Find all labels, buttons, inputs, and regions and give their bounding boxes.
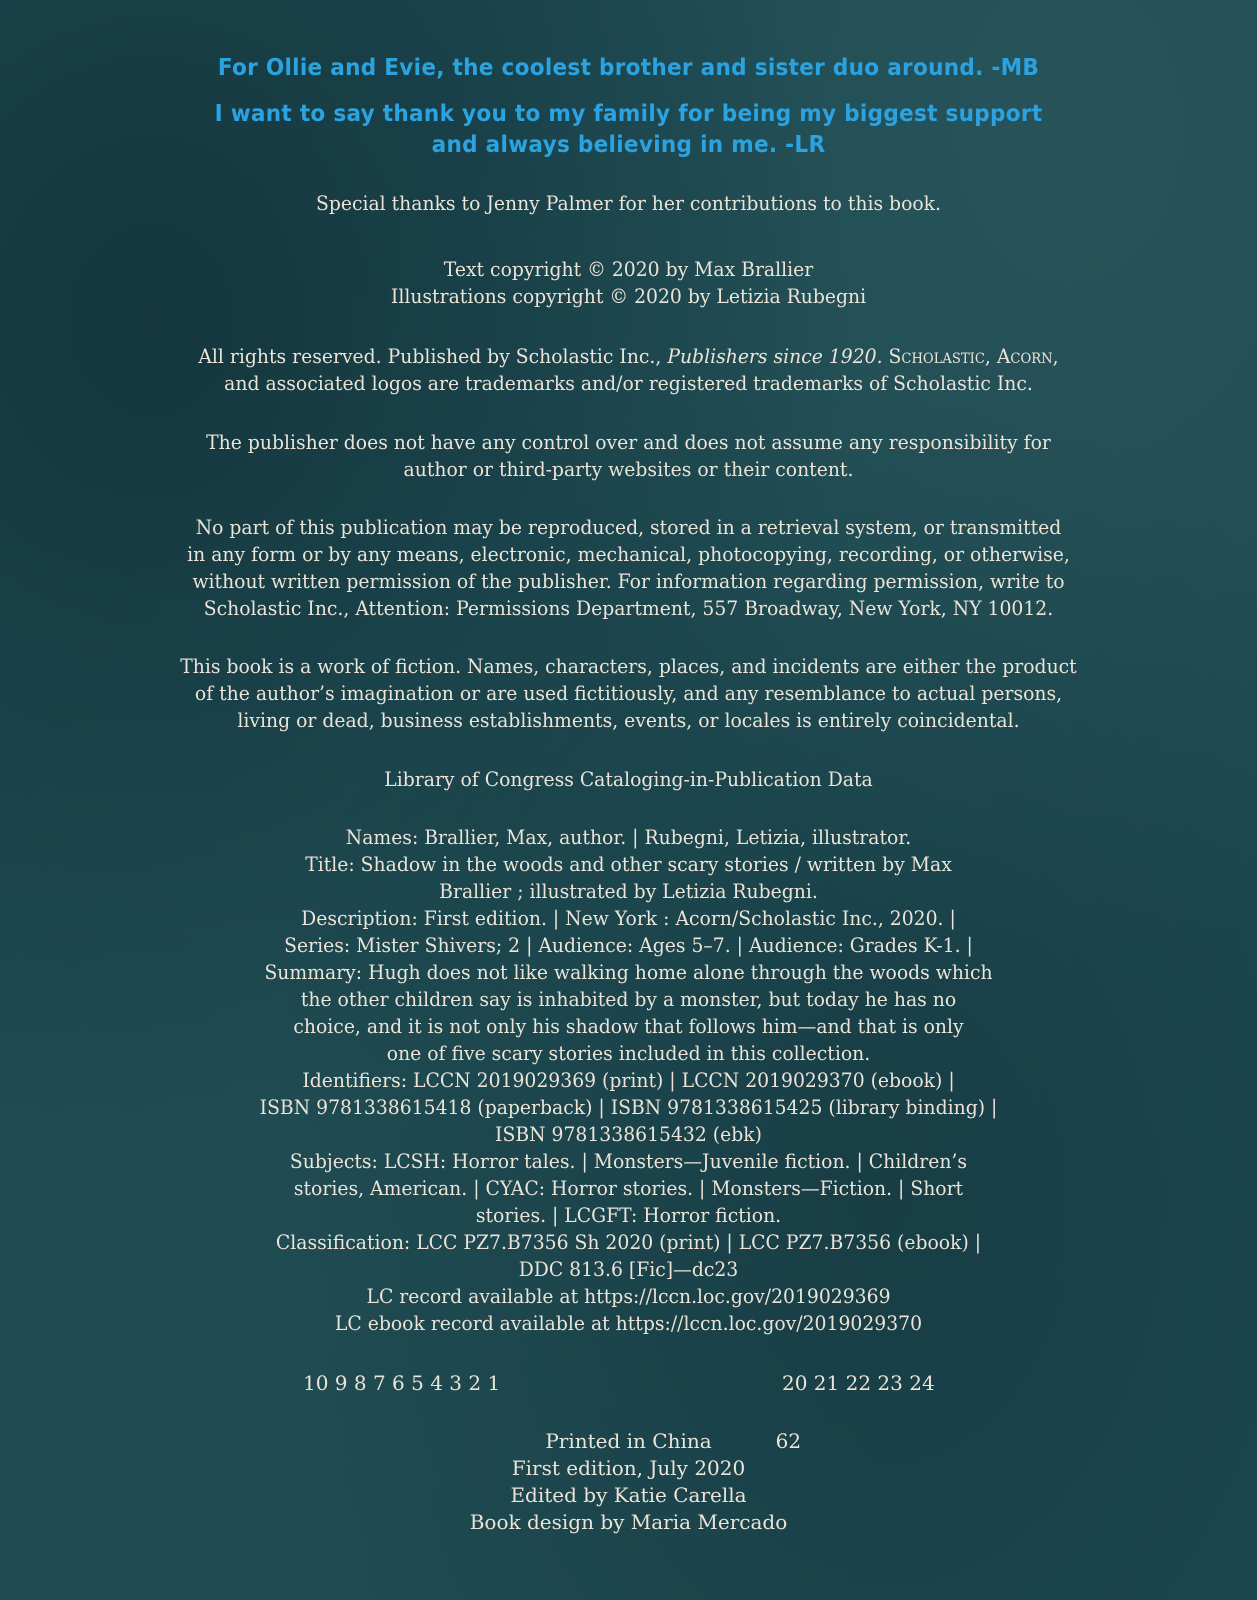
dedication-line: and always believing in me. -LR <box>431 132 826 158</box>
colophon <box>0 1428 1257 1536</box>
cip-line: stories, American. | CYAC: Horror stories. | Monsters—Fiction. | Short <box>293 1176 964 1200</box>
dedication-author <box>0 53 1257 84</box>
disclaimer-line: of the author’s imagination or are used fictitiously, and any resemblance to actual persons, <box>194 681 1063 705</box>
thanks-line: Special thanks to Jenny Palmer for her contributions to this book. <box>315 191 942 215</box>
cip-line: Series: Mister Shivers; 2 | Audience: Ages 5–7. | Audience: Grades K-1. | <box>284 933 973 957</box>
cip-line: one of five scary stories included in this collection. <box>386 1041 871 1065</box>
cip-line: Brallier ; illustrated by Letizia Rubegni. <box>439 879 818 903</box>
dedication-line: For Ollie and Evie, the coolest brother and sister duo around. -MB <box>217 55 1040 81</box>
notice-line: Scholastic Inc., Attention: Permissions Department, 557 Broadway, New York, NY 10012. <box>203 596 1054 620</box>
notice-line: author or third-party websites or their content. <box>403 457 854 481</box>
cip-line: Identifiers: LCCN 2019029369 (print) | LCCN 2019029370 (ebook) | <box>302 1068 955 1092</box>
disclaimer-line: This book is a work of fiction. Names, characters, places, and incidents are either the product <box>180 654 1077 678</box>
design-credit: Book design by Maria Mercado <box>469 1510 788 1534</box>
rights-line <box>39 343 1219 370</box>
trademark-names: Scholastic, Acorn, <box>882 344 1059 368</box>
printed-in-wrap <box>545 1428 802 1455</box>
printing-numbers: 10 9 8 7 6 5 4 3 2 1 <box>303 1371 501 1395</box>
rights-text: All rights reserved. Published by Scholastic Inc., <box>198 344 668 368</box>
edition: First edition, July 2020 <box>511 1456 746 1480</box>
copyright-line: Text copyright © 2020 by Max Brallier <box>443 257 814 281</box>
printer-code: 62 <box>775 1429 802 1453</box>
rights-reserved <box>0 343 1257 397</box>
copyright-notice <box>0 256 1257 310</box>
publisher-notice <box>0 429 1257 483</box>
cip-line: Classification: LCC PZ7.B7356 Sh 2020 (print) | LCC PZ7.B7356 (ebook) | <box>275 1230 982 1254</box>
cip-line: Description: First edition. | New York : Acorn/Scholastic Inc., 2020. | <box>301 906 956 930</box>
notice-line: No part of this publication may be reproduced, stored in a retrieval system, or transmitted <box>195 515 1062 539</box>
printing-years: 20 21 22 23 24 <box>782 1371 935 1395</box>
rights-line: and associated logos are trademarks and/or registered trademarks of Scholastic Inc. <box>224 371 1033 395</box>
special-thanks <box>0 190 1257 217</box>
colophon-row <box>0 1428 1257 1455</box>
printed-in: Printed in China <box>545 1429 712 1453</box>
cip-line: LC ebook record available at https://lccn.loc.gov/2019029370 <box>334 1311 923 1335</box>
cip-line: Names: Brallier, Max, author. | Rubegni, Letizia, illustrator. <box>345 825 912 849</box>
cip-line: ISBN 9781338615418 (paperback) | ISBN 9781338615425 (library binding) | <box>259 1095 998 1119</box>
reproduction-notice <box>0 514 1257 622</box>
fiction-disclaimer <box>0 653 1257 734</box>
loc-heading <box>0 766 1257 793</box>
cip-line: Title: Shadow in the woods and other scary stories / written by Max <box>305 852 952 876</box>
cip-line: ISBN 9781338615432 (ebk) <box>495 1122 762 1146</box>
loc-heading-text: Library of Congress Cataloging-in-Publication Data <box>384 767 873 791</box>
dedication-illustrator <box>0 99 1257 161</box>
disclaimer-line: living or dead, business establishments, events, or locales is entirely coincidental. <box>237 708 1020 732</box>
copyright-line: Illustrations copyright © 2020 by Letizia Rubegni <box>390 284 867 308</box>
cip-line: Subjects: LCSH: Horror tales. | Monsters—Juvenile fiction. | Children’s <box>289 1149 968 1173</box>
cip-line: LC record available at https://lccn.loc.gov/2019029369 <box>366 1284 891 1308</box>
notice-line: in any form or by any means, electronic, mechanical, photocopying, recording, or otherwise, <box>187 542 1070 566</box>
cip-line: Summary: Hugh does not like walking home alone through the woods which <box>264 960 993 984</box>
cip-data <box>0 824 1257 1337</box>
cip-line: the other children say is inhabited by a monster, but today he has no <box>300 987 957 1011</box>
cip-line: stories. | LCGFT: Horror fiction. <box>475 1203 782 1227</box>
editor-credit: Edited by Katie Carella <box>510 1483 747 1507</box>
publisher-motto: Publishers since 1920. <box>667 344 883 368</box>
cip-line: DDC 813.6 [Fic]—dc23 <box>518 1257 739 1281</box>
notice-line: without written permission of the publisher. For information regarding permission, write to <box>192 569 1065 593</box>
dedication-line: I want to say thank you to my family for being my biggest support <box>214 101 1043 127</box>
cip-line: choice, and it is not only his shadow that follows him—and that is only <box>293 1014 964 1038</box>
notice-line: The publisher does not have any control over and does not assume any responsibility for <box>206 430 1051 454</box>
